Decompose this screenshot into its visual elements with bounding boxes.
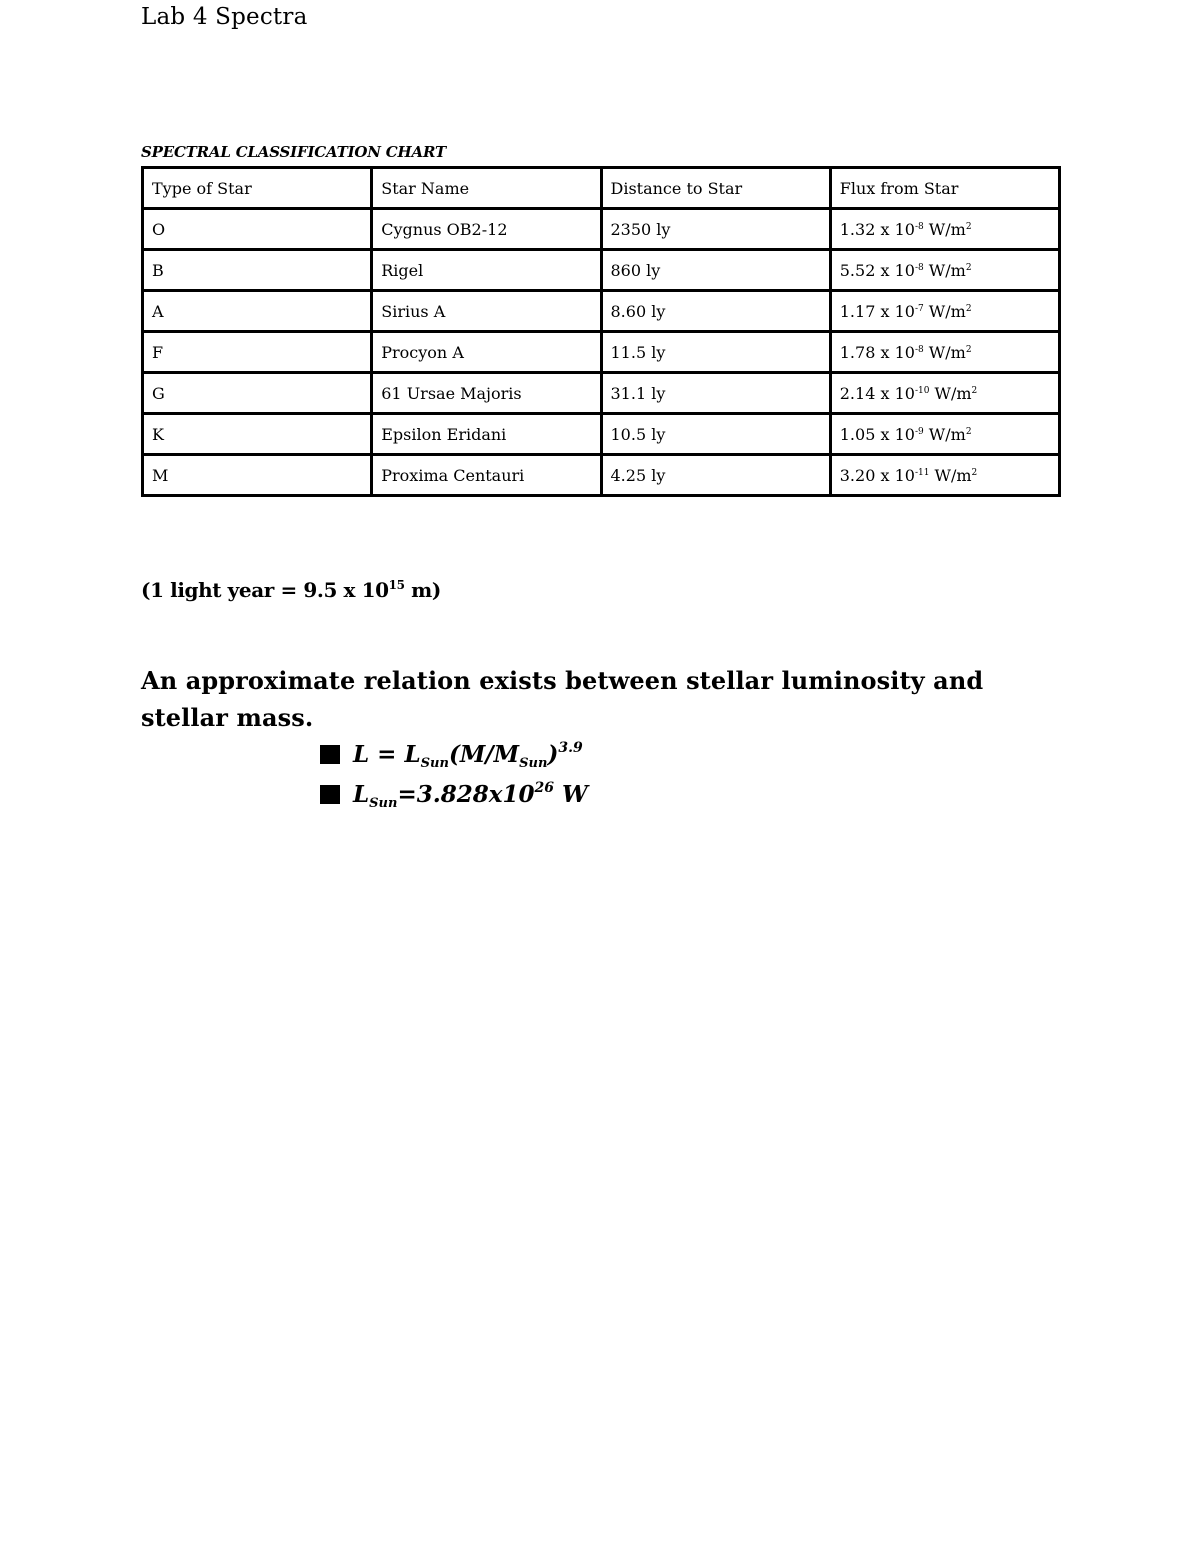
flux-mantissa: 3.20 x 10 [839, 465, 915, 485]
cell-flux [830, 373, 1059, 414]
flux-exponent: -8 [914, 262, 924, 273]
cell-distance: 31.1 ly [601, 373, 830, 414]
flux-unit: W/m [923, 260, 966, 280]
flux-exponent: -8 [914, 344, 924, 355]
header-distance: Distance to Star [601, 168, 830, 209]
flux-exponent: -11 [914, 467, 930, 478]
table-row [143, 250, 1060, 291]
table-header-row [143, 168, 1060, 209]
header-type-of-star: Type of Star [143, 168, 372, 209]
cell-flux [830, 291, 1059, 332]
cell-type-of-star: M [143, 455, 372, 496]
table-row [143, 455, 1060, 496]
cell-distance: 4.25 ly [601, 455, 830, 496]
cell-distance: 860 ly [601, 250, 830, 291]
cell-distance: 10.5 ly [601, 414, 830, 455]
cell-flux [830, 209, 1059, 250]
light-year-exponent: 15 [388, 578, 405, 592]
cell-flux [830, 332, 1059, 373]
cell-flux [830, 414, 1059, 455]
square-bullet-icon [320, 745, 340, 764]
flux-mantissa: 1.78 x 10 [839, 342, 915, 362]
cell-star-name: 61 Ursae Majoris [372, 373, 601, 414]
formula1-sub2: Sun [519, 756, 548, 771]
flux-exponent: -10 [914, 385, 930, 396]
flux-unit-exponent: 2 [965, 221, 972, 232]
formula1-exponent: 3.9 [558, 740, 583, 756]
table-row [143, 209, 1060, 250]
table-row [143, 414, 1060, 455]
cell-star-name: Procyon A [372, 332, 601, 373]
cell-type-of-star: G [143, 373, 372, 414]
light-year-note [141, 578, 441, 602]
flux-mantissa: 1.32 x 10 [839, 219, 915, 239]
formula-list [320, 735, 588, 815]
light-year-prefix: (1 light year = 9.5 x 10 [141, 578, 389, 602]
flux-unit: W/m [923, 219, 966, 239]
light-year-suffix: m) [404, 578, 441, 602]
cell-flux [830, 250, 1059, 291]
flux-unit: W/m [923, 342, 966, 362]
flux-mantissa: 1.17 x 10 [839, 301, 915, 321]
cell-type-of-star: A [143, 291, 372, 332]
table-row [143, 332, 1060, 373]
formula2-exponent: 26 [534, 780, 554, 796]
formula1-mid: (M/M [448, 741, 520, 768]
flux-unit-exponent: 2 [965, 426, 972, 437]
square-bullet-icon [320, 785, 340, 804]
flux-mantissa: 2.14 x 10 [839, 383, 915, 403]
formula2-unit: W [553, 781, 588, 808]
cell-distance: 8.60 ly [601, 291, 830, 332]
cell-type-of-star: B [143, 250, 372, 291]
flux-exponent: -9 [914, 426, 924, 437]
cell-star-name: Rigel [372, 250, 601, 291]
flux-unit-exponent: 2 [965, 262, 972, 273]
cell-distance: 11.5 ly [601, 332, 830, 373]
cell-star-name: Sirius A [372, 291, 601, 332]
formula2-sub: Sun [369, 796, 398, 811]
flux-unit-exponent: 2 [965, 303, 972, 314]
header-star-name: Star Name [372, 168, 601, 209]
flux-unit: W/m [923, 301, 966, 321]
table-caption: SPECTRAL CLASSIFICATION CHART [141, 143, 446, 161]
flux-exponent: -7 [914, 303, 924, 314]
formula1-sub1: Sun [420, 756, 449, 771]
cell-flux [830, 455, 1059, 496]
flux-unit-exponent: 2 [971, 467, 978, 478]
cell-star-name: Epsilon Eridani [372, 414, 601, 455]
cell-type-of-star: O [143, 209, 372, 250]
formula-sun-luminosity [320, 775, 588, 815]
flux-unit-exponent: 2 [965, 344, 972, 355]
formula1-lhs: L = L [353, 741, 421, 768]
table-row [143, 291, 1060, 332]
flux-mantissa: 5.52 x 10 [839, 260, 915, 280]
flux-unit: W/m [929, 465, 972, 485]
flux-unit-exponent: 2 [971, 385, 978, 396]
formula2-lhs: L [353, 781, 370, 808]
formula1-close: ) [547, 741, 559, 768]
flux-unit: W/m [923, 424, 966, 444]
document-title: Lab 4 Spectra [141, 4, 308, 30]
formula-luminosity-mass [320, 735, 588, 775]
luminosity-mass-relation-text: An approximate relation exists between stellar luminosity and stellar mass. [141, 666, 984, 732]
header-flux: Flux from Star [830, 168, 1059, 209]
flux-unit: W/m [929, 383, 972, 403]
table-row [143, 373, 1060, 414]
flux-mantissa: 1.05 x 10 [839, 424, 915, 444]
cell-type-of-star: K [143, 414, 372, 455]
cell-type-of-star: F [143, 332, 372, 373]
formula2-value: =3.828x10 [397, 781, 535, 808]
spectral-classification-table [141, 166, 1061, 497]
cell-star-name: Proxima Centauri [372, 455, 601, 496]
flux-exponent: -8 [914, 221, 924, 232]
cell-distance: 2350 ly [601, 209, 830, 250]
cell-star-name: Cygnus OB2-12 [372, 209, 601, 250]
